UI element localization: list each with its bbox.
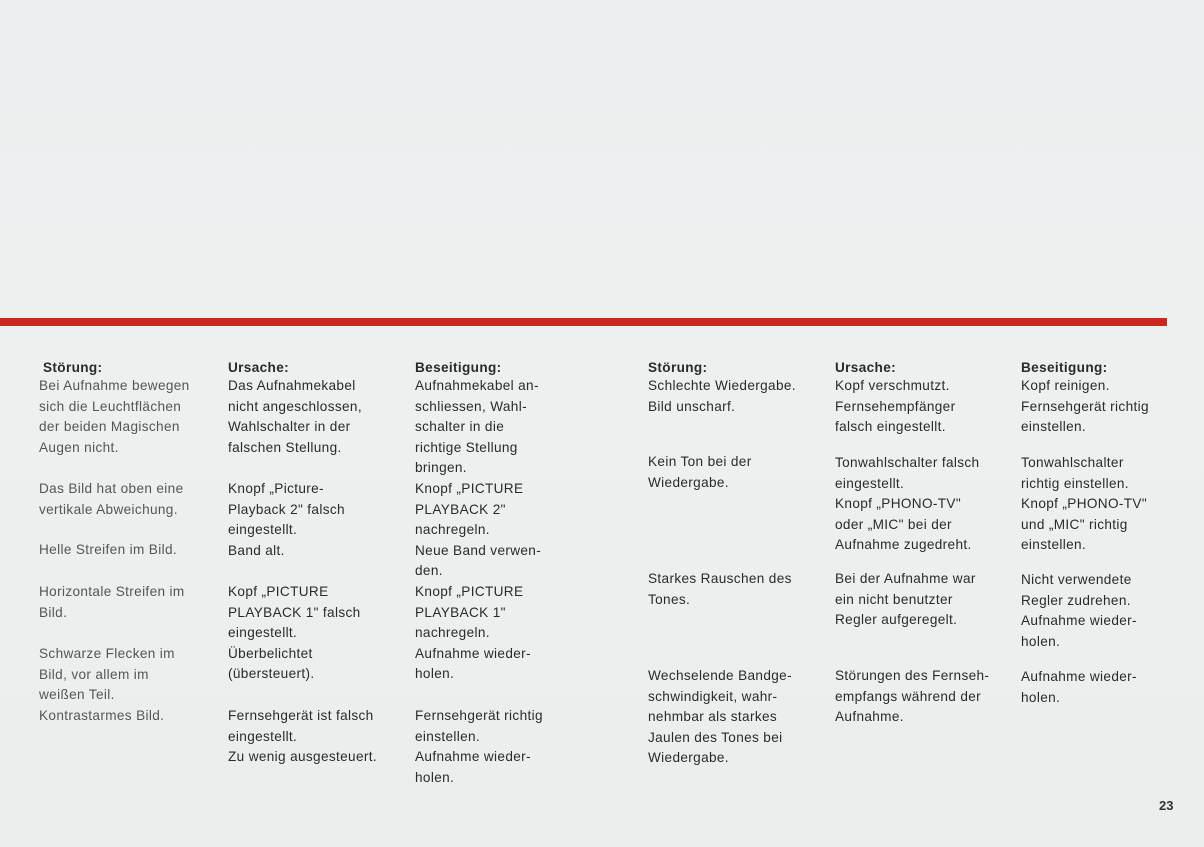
entry: Das Bild hat oben eine vertikale Abweichung. [39,481,184,517]
entry: Das Aufnahmekabel nicht angeschlossen, Wahlschalter in der falschen Stellung. [228,378,362,455]
entry: Tonwahlschalter richtig einstellen. Knopf „PHONO-TV" und „MIC" richtig einstellen. [1021,455,1147,553]
entry: Störungen des Fernseh- empfangs während der Aufnahme. [835,668,990,725]
entry: Kopf „PICTURE PLAYBACK 1" falsch eingestellt. Überbelichtet (übersteuert). [228,584,361,682]
red-divider-rule [0,318,1167,326]
page-number: 23 [1159,798,1174,813]
entry: Kopf verschmutzt. Fernsehempfänger falsch eingestellt. [835,378,956,435]
entry: Aufnahme wieder- holen. [1021,669,1137,705]
right-beseitigung-header: Beseitigung: [1021,360,1108,375]
entry: Horizontale Streifen im Bild. [39,584,185,620]
entry: Knopf „Picture- Playback 2" falsch eingestellt. Band alt. [228,481,345,558]
entry: Wechselende Bandge- schwindigkeit, wahr- nehmbar als starkes Jaulen des Tones bei Wiedergabe. [648,668,792,766]
entry: Tonwahlschalter falsch eingestellt. Knopf „PHONO-TV" oder „MIC" bei der Aufnahme zugedreht. [835,455,980,553]
left-ursache-header: Ursache: [228,360,289,375]
entry: Kopf reinigen. Fernsehgerät richtig einstellen. [1021,378,1149,435]
right-stoerung-header: Störung: [648,360,708,375]
entry: Schlechte Wiedergabe. Bild unscharf. [648,378,796,414]
entry: Starkes Rauschen des Tones. [648,571,792,607]
entry: Fernsehgerät richtig einstellen. Aufnahme wieder- holen. [415,708,543,785]
entry: Nicht verwendete Regler zudrehen. Aufnahme wieder- holen. [1021,572,1137,649]
entry: Bei der Aufnahme war ein nicht benutzter Regler aufgeregelt. [835,571,976,628]
left-stoerung-header: Störung: [43,360,103,375]
entry: Helle Streifen im Bild. [39,542,177,557]
right-ursache-header: Ursache: [835,360,896,375]
entry: Fernsehgerät ist falsch eingestellt. Zu wenig ausgesteuert. [228,708,378,765]
entry: Bei Aufnahme bewegen sich die Leuchtflächen der beiden Magischen Augen nicht. [39,378,190,455]
entry: Schwarze Flecken im Bild, vor allem im weißen Teil. Kontrastarmes Bild. [39,646,175,723]
entry: Kein Ton bei der Wiedergabe. [648,454,752,490]
entry: Aufnahmekabel an- schliessen, Wahl- schalter in die richtige Stellung bringen. Knopf „PICTURE PLAYBACK 2" nachregeln. Neue Band verwen- den. Knopf „PICTURE PLAYBACK 1" nachregeln. Aufnahme wieder- holen. [415,378,542,682]
left-beseitigung-header: Beseitigung: [415,360,502,375]
